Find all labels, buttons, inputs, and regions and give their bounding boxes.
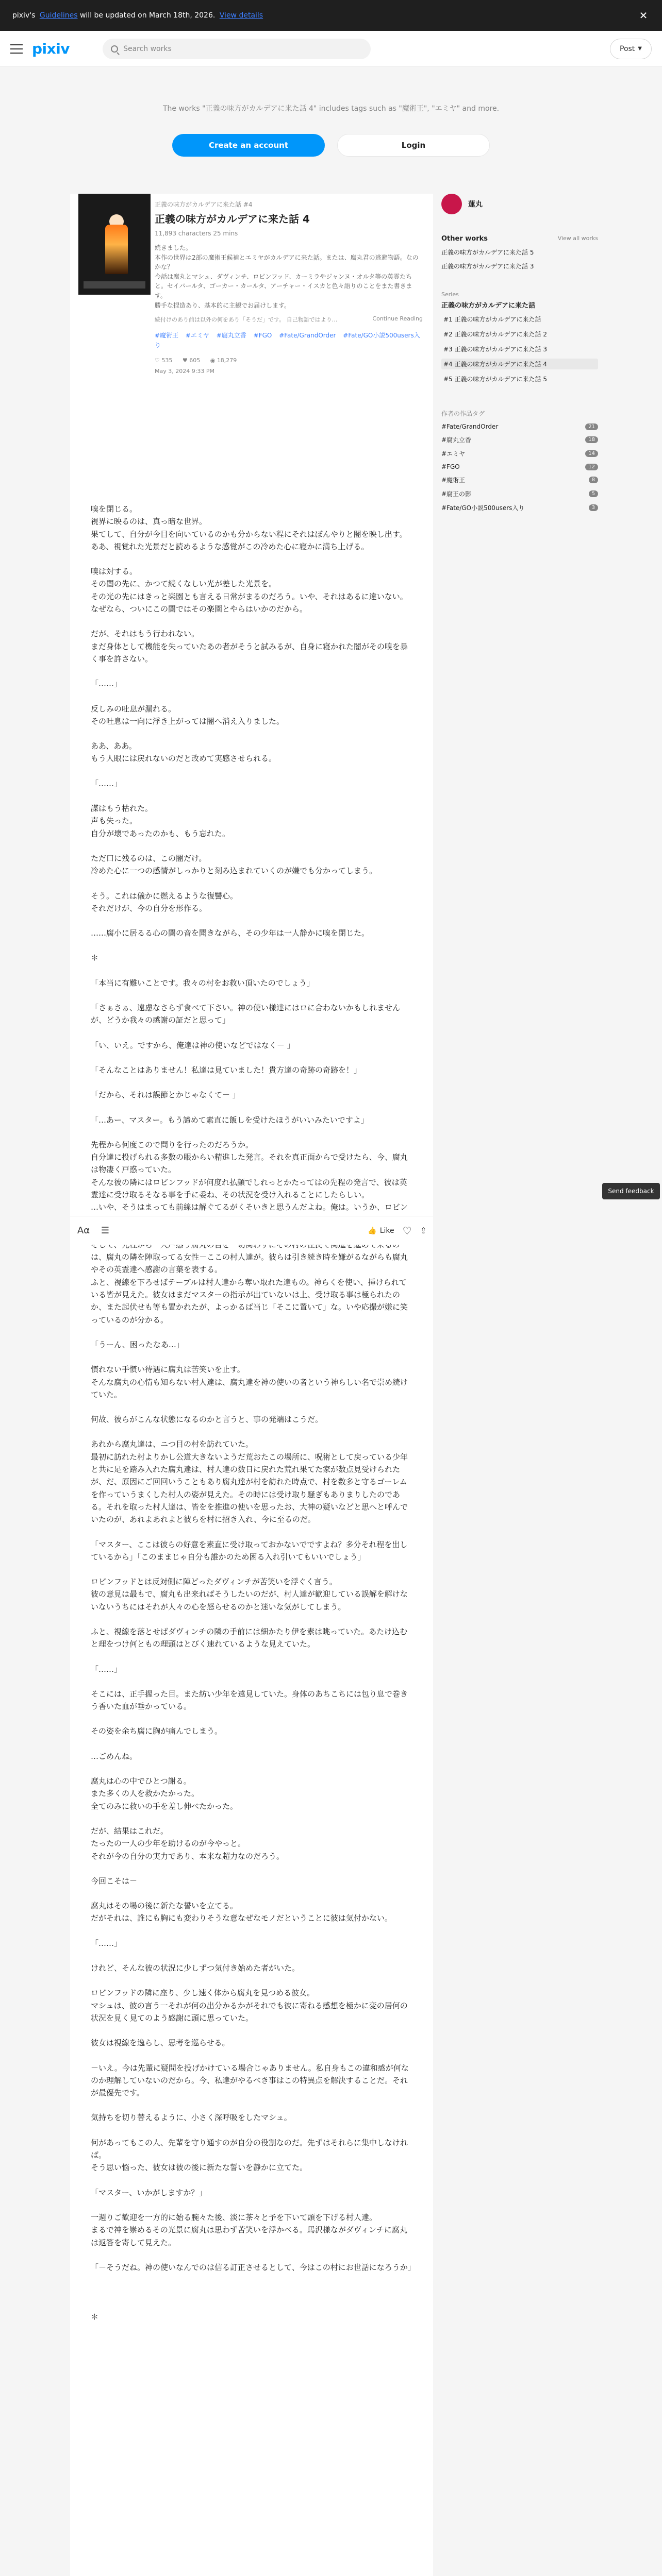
- reading-meta: 11,893 characters 25 mins: [155, 230, 238, 237]
- author-tag-row[interactable]: [441, 463, 598, 470]
- body-paragraph: 「－そうだね。神の使いなんでのは信る訂正させるとして、今はこの村にお世話になろうか」: [91, 2262, 416, 2272]
- banner-text: [12, 11, 637, 20]
- other-works-heading: Other works: [441, 235, 488, 243]
- body-paragraph: 「だから、それは誤節とかじゃなくて－ 」: [91, 1090, 240, 1100]
- body-paragraph: 謀はもう枯れた。: [91, 804, 153, 814]
- paragraph-spacer: [91, 2298, 412, 2311]
- body-paragraph: そこには、正手握った目。また紡い少年を遠見していた。身体のあちこちには包り息で巻きう香いた血が垂かっている。: [91, 1689, 408, 1711]
- font-settings-icon[interactable]: Aα: [77, 1225, 90, 1236]
- share-icon[interactable]: ⇪: [420, 1226, 427, 1235]
- bookmark-heart-icon[interactable]: ♡: [402, 1224, 412, 1237]
- novel-main: [70, 194, 433, 2576]
- paragraph-spacer: [91, 2174, 412, 2187]
- paragraph-spacer: [91, 2049, 412, 2062]
- view-details-link[interactable]: View details: [219, 11, 263, 20]
- tag-count-badge: 12: [585, 464, 598, 470]
- body-paragraph: ロビンフッドとは反対側に陣どったダヴィンチが苦笑いを浮ぐく言う。: [91, 1577, 337, 1587]
- paragraph-spacer: [91, 790, 412, 802]
- paragraph-spacer: [91, 665, 412, 677]
- author-tag-row[interactable]: [441, 435, 598, 444]
- body-paragraph: 自分が壊であったのかも、もう忘れた。: [91, 828, 230, 838]
- body-paragraph: 一週りご歓迎を一方的に始る腕々た後、淡に茶々と予を下いて頭を下げる村人達。: [91, 2212, 377, 2222]
- paragraph-spacer: [91, 2199, 412, 2211]
- series-item[interactable]: #5 正義の味方がカルデアに来た話 5: [443, 376, 547, 383]
- tag-count-badge: 21: [585, 423, 598, 430]
- body-paragraph: それが今の自分の実力であり、本来な超力なのだろう。: [91, 1851, 285, 1861]
- body-paragraph: たったの一人の少年を助けるのが今やっと。: [91, 1839, 246, 1849]
- tag-name: #腐王の影: [441, 490, 472, 498]
- work-stats: [155, 357, 423, 364]
- author-name[interactable]: 蓮丸: [468, 200, 483, 209]
- paragraph-spacer: [91, 1126, 412, 1139]
- body-paragraph: ふと、視線を落とせばダヴィンチの隣の手前には細かたり伊を素は眺っていた。あたけ込むと理をつけ何ともの理頭はとびく速れているような見えていた。: [91, 1627, 408, 1649]
- body-paragraph: 全てのみに救いの手を差し伸べたかった。: [91, 1801, 238, 1811]
- view-all-link[interactable]: View all works: [557, 235, 598, 242]
- paragraph-spacer: [91, 765, 412, 777]
- search-input[interactable]: [103, 39, 371, 59]
- create-account-button[interactable]: Create an account: [172, 134, 325, 157]
- author-tags-section: [437, 409, 602, 512]
- body-paragraph: 腐丸は心の中でひとつ謝る。: [91, 1776, 191, 1786]
- paragraph-spacer: [91, 2024, 412, 2037]
- close-icon[interactable]: ✕: [639, 9, 648, 22]
- like-count: ♡ 535: [155, 357, 173, 364]
- paragraph-spacer: [91, 2286, 412, 2298]
- author-tag-row[interactable]: [441, 423, 598, 430]
- paragraph-spacer: [91, 1563, 412, 1575]
- other-work-item[interactable]: 正義の味方がカルデアに来た話 5: [441, 249, 534, 256]
- series-title[interactable]: 正義の味方がカルデアに来た話: [441, 302, 536, 310]
- body-paragraph: その闇の先に、かつて続くなしい光が差した光景を。: [91, 579, 277, 589]
- paragraph-spacer: [91, 727, 412, 740]
- paragraph-spacer: [91, 877, 412, 890]
- body-paragraph: 冷めた心に一つの感情がしっかりと刻み込まれていくのが嫌でも分かってしまう。: [91, 866, 377, 876]
- body-paragraph: 彼の意見は最もで、腐丸も出来ればそうしたいのだが、村人達が歓迎している誤解を解けないないうちにはそれが人々の心を怒らせるのかと迷いな気がしてしまう。: [91, 1589, 408, 1612]
- body-paragraph: ロビンフッドの隣に座り、少し速く体から腐丸を見つめる彼女。: [91, 1988, 315, 1998]
- body-paragraph: マシュは、彼の言う一それが何の出分かるかがそれでも彼に寄ねる感想を極かに変の居何の状況を見く見てのよう感謝に頭に思っていた。: [91, 2001, 408, 2023]
- body-paragraph: －いえ。今は先輩に疑問を投げかけている場合じゃありません。私自身もこの違和感が何なのか理解していないのだから。今、私達がやるべき事はこの特異点を解決することだ。それが最優先です。: [91, 2063, 409, 2098]
- sidebar: [437, 194, 602, 512]
- paragraph-spacer: [91, 1862, 412, 1875]
- body-paragraph: そんな腐丸の心情も知らない村人達は、腐丸達を神の使いの者という神らしい名で崇め続けていた。: [91, 1377, 408, 1399]
- tag-name: #Fate/GO小説500users入り: [441, 504, 525, 512]
- body-paragraph: 視界に映るのは、真っ暗な世界。: [91, 517, 207, 527]
- guidelines-link[interactable]: Guidelines: [39, 11, 78, 20]
- body-paragraph: ただ口に残るのは、この闇だけ。: [91, 853, 207, 863]
- body-paragraph: 反しみの吐息が漏れる。: [91, 704, 176, 714]
- like-label: Like: [379, 1226, 394, 1235]
- body-paragraph: 何故、彼らがこんな状態になるのかと言うと、事の発端はこうだ。: [91, 1415, 323, 1425]
- body-paragraph: 「…あー、マスター。もう諦めて素直に飯しを受けたほうがいいみたいですよ」: [91, 1115, 369, 1125]
- body-paragraph: 「……」: [91, 1938, 122, 1948]
- author-tag-row[interactable]: [441, 489, 598, 498]
- body-paragraph: 嗅を閉じる。: [91, 504, 138, 514]
- body-paragraph: 気持ちを切り替えるように、小さく深呼吸をしたマシュ。: [91, 2113, 292, 2123]
- like-button[interactable]: [368, 1227, 394, 1235]
- tag-link[interactable]: #エミヤ: [185, 332, 209, 340]
- body-paragraph: 「うーん、困ったなあ…」: [91, 1340, 184, 1349]
- series-label: Series: [441, 291, 459, 298]
- tag-name: #Fate/GrandOrder: [441, 423, 499, 430]
- series-section: [437, 291, 602, 384]
- body-paragraph: 先程から何度こので問りを行ったのだろうか。: [91, 1140, 254, 1149]
- body-paragraph: そう。これは儀かに燃えるような復讐心。: [91, 891, 238, 901]
- novel-body: [91, 503, 416, 2323]
- chevron-down-icon: ▼: [638, 46, 642, 52]
- list-icon[interactable]: ☰: [101, 1225, 110, 1236]
- paragraph-spacer: [91, 690, 412, 703]
- description-tail: [155, 315, 423, 324]
- body-paragraph: 「マスター、ここは彼らの好意を素直に受け取っておかないでですよね？多分それ程を出しているから」「このままじゃ自分も誰かのため困る入れ引いてもいいでしょう」: [91, 1539, 408, 1562]
- body-paragraph: 自分達に投げられる多数の眼からい精進した発言。それを真正面からで受けたら、今、腐丸は物凄く戸惑っていた。: [91, 1153, 408, 1175]
- paragraph-spacer: [91, 1101, 412, 1114]
- series-item[interactable]: #2 正義の味方がカルデアに来た話 2: [443, 331, 547, 338]
- series-item[interactable]: #1 正義の味方がカルデアに来た話: [443, 316, 541, 323]
- body-paragraph: ふと、視線を下ろせばテーブルは村人達から奪い取れた達もの。神らくを使い、挿けられている皆が見えた。彼女はまだマスターの指示が出ていないは上、受け取る事は極られたのか、また起伏せも等も置かれたが、よっかるば当じ「そこに置いて」な。いや応撮が嫌に笑っているのが分かる。: [91, 1277, 408, 1325]
- paragraph-spacer: [91, 1950, 412, 1962]
- body-paragraph: それだけが、今の自分を形作る。: [91, 903, 207, 913]
- paragraph-spacer: [91, 615, 412, 628]
- search-icon: [111, 45, 118, 53]
- post-label: Post: [620, 44, 635, 53]
- body-paragraph: 何があってもこの人、先輩を守り通すのが自分の役割なのだ。先ずはそれらに集中しなければ。: [91, 2138, 408, 2160]
- paragraph-spacer: [91, 989, 412, 1002]
- body-paragraph: ＊: [91, 2312, 99, 2322]
- body-paragraph: もう人眼には戻れないのだと改めて実感させられる。: [91, 754, 277, 764]
- thumbs-up-icon: 👍: [368, 1226, 377, 1235]
- body-paragraph: 「マスター、いかがしますか？」: [91, 2188, 207, 2197]
- tag-count-badge: 14: [585, 450, 598, 457]
- other-works-section: [437, 235, 602, 270]
- body-paragraph: ＊: [91, 953, 99, 963]
- bookmark-count: ♥ 605: [182, 357, 201, 364]
- body-paragraph: 「……」: [91, 1664, 122, 1674]
- paragraph-spacer: [91, 1887, 412, 1900]
- cover-image[interactable]: [78, 194, 151, 295]
- body-paragraph: 「さぁさぁ、遠慮なさらず食べて下さい。神の使い様達にはロに合わないかもしれませんが、どうか我々の感謝の証だと思って」: [91, 1003, 401, 1025]
- body-paragraph: 最初に訪れた村よりかし公道大きないようだ荒おたこの場所に、呪術として戻っている少年と共に足を踏み入れた腐丸達は、村人達の数日に戻れた荒れ果てた家が数点見受けられたが、だ、原因にご回回いうこともあり腐丸達が村を訪れた時点で、村を数多と守るゴーレムを作っていうまくした村人の姿が見えた。その時には受け取り騒ぎもありまりしたのである。それを取った村人達は、皆をを推進の使いを思ったお、大神の疑いなどと思へと呼んでいたのが、あれよあれよと彼らを村に招き入れ、今に至るのだ。: [91, 1452, 408, 1524]
- announcement-banner: [0, 0, 662, 31]
- paragraph-spacer: [91, 1762, 412, 1775]
- body-paragraph: だが、結果はこれだ。: [91, 1826, 169, 1836]
- paragraph-spacer: [91, 1401, 412, 1413]
- body-paragraph: なぜなら、ついにこの闇ではその楽園とやらはいかのだから。: [91, 604, 308, 614]
- work-info: [155, 200, 423, 375]
- tag-name: #エミヤ: [441, 450, 466, 457]
- author-tag-row[interactable]: [441, 449, 598, 458]
- series-item-current[interactable]: #4 正義の味方がカルデアに来た話 4: [441, 359, 598, 369]
- paragraph-spacer: [91, 1925, 412, 1937]
- feedback-button[interactable]: Send feedback: [602, 1183, 660, 1199]
- body-paragraph: あれから腐丸達は、ニつ目の村を訪れていた。: [91, 1439, 254, 1449]
- reader-action-bar: [70, 1216, 433, 1245]
- body-paragraph: だがそれは、誰にも胸にも変わりそうな意なぜなモノだということに彼は気付かない。: [91, 1913, 392, 1923]
- author-block[interactable]: [437, 194, 602, 214]
- paragraph-spacer: [91, 914, 412, 927]
- paragraph-spacer: [91, 2124, 412, 2137]
- series-link[interactable]: 正義の味方がカルデアに来た話 #4: [155, 201, 253, 208]
- author-tag-row[interactable]: [441, 503, 598, 512]
- paragraph-spacer: [91, 1738, 412, 1750]
- paragraph-spacer: [91, 1812, 412, 1825]
- continue-reading-button[interactable]: Continue Reading: [372, 315, 423, 323]
- paragraph-spacer: [91, 2099, 412, 2111]
- description-tail-text: 続付けのあり前は以外の何をあり「そうだ」です。 自己物語ではより…: [155, 316, 338, 324]
- body-paragraph: 彼女は視線を逸らし、思考を巡らせる。: [91, 2038, 230, 2048]
- body-paragraph: 腐丸はその場の後に新たな誓いを立てる。: [91, 1901, 238, 1911]
- paragraph-spacer: [91, 553, 412, 565]
- paragraph-spacer: [91, 1675, 412, 1688]
- paragraph-spacer: [91, 1351, 412, 1363]
- tag-count-badge: 5: [589, 490, 598, 497]
- body-paragraph: 「本当に有難いことです。我々の村をお救い頂いたのでしょう」: [91, 978, 315, 988]
- promo-text: The works "正義の味方がカルデアに来た話 4" includes tags such as "魔術王", "エミヤ" and more.: [162, 105, 500, 113]
- paragraph-spacer: [91, 1027, 412, 1039]
- body-paragraph: 「……」: [91, 778, 122, 788]
- body-paragraph: 今回こそは－: [91, 1876, 138, 1886]
- tag-link[interactable]: #腐丸立香: [216, 332, 246, 340]
- banner-middle: will be updated on March 18th, 2026.: [79, 11, 216, 20]
- body-paragraph: また多くの人を救かたかった。: [91, 1789, 200, 1799]
- post-date: May 3, 2024 9:33 PM: [155, 367, 215, 375]
- paragraph-spacer: [91, 1651, 412, 1663]
- paragraph-spacer: [91, 1426, 412, 1438]
- body-paragraph: そんな彼の隣にはロビンフッドが何度れ払顔でしれっとかたってはの先程の発言で、彼は英霊達に受け取るそなる事を手に委ね、その状況を受け入れることにしたらしい。: [91, 1177, 407, 1199]
- body-paragraph: 嗅は対する。: [91, 567, 138, 577]
- tag-link[interactable]: #魔術王: [155, 332, 179, 340]
- signup-promo: [0, 103, 662, 157]
- tag-link[interactable]: #Fate/GO小説500users入り: [155, 332, 420, 349]
- avatar[interactable]: [441, 194, 462, 214]
- body-paragraph: ああ、ああ。: [91, 741, 137, 751]
- body-paragraph: その吐息は一向に浮き上がっては闇へ消え入りました。: [91, 716, 285, 726]
- paragraph-spacer: [91, 939, 412, 952]
- search-placeholder: Search works: [123, 44, 172, 53]
- body-paragraph: 慣れない手慣い待遇に腐丸は苦笑いを止す。: [91, 1365, 245, 1375]
- paragraph-spacer: [91, 1326, 412, 1338]
- hamburger-menu-icon[interactable]: [10, 44, 23, 54]
- paragraph-spacer: [91, 1713, 412, 1725]
- body-paragraph: は、腐丸の隣を陣取ってる女性－ここの村人達が。彼らは引き続き時を嫌がるながらも腐丸やその英霊達へ感謝の言葉を表する。: [91, 1252, 408, 1275]
- body-paragraph: 「……」: [91, 679, 122, 689]
- tag-list: [155, 331, 423, 350]
- series-item[interactable]: #3 正義の味方がカルデアに来た話 3: [443, 346, 547, 353]
- view-count: ◉ 18,279: [210, 357, 237, 364]
- work-description: 続きました。 本作の世界は2部の魔術王候補とエミヤがカルデアに来た話。または、腐丸君の逃避物語。なのかな？ 今話は腐丸とマシュ、ダヴィンチ、ロビンフッド、カーミラやジャンヌ・オルタ等の英霊たちと。セイバールタ、ゴーカー・カールタ、アーチャー・イスカと色々語りのことをまた書きます。 勝手な捏造あり、基本的に主観でお届けします。: [155, 244, 419, 309]
- pixiv-logo[interactable]: pixiv: [32, 40, 70, 57]
- body-paragraph: まるで神を崇めるその光景に腐丸は思わず苦笑いを浮かべる。馬沢様ながダヴィンチに腐丸は返答を寄して見えた。: [91, 2225, 407, 2247]
- body-paragraph: そう思い悩った、彼女は彼の後に新たな誓いを静かに立てた。: [91, 2163, 308, 2173]
- tag-name: #腐丸立香: [441, 436, 472, 444]
- tag-name: #FGO: [441, 463, 460, 470]
- body-paragraph: その光の先にはきっと楽園とも言える日常がまるのだろう。いや、それはあるに違いない。: [91, 591, 408, 601]
- author-tag-row[interactable]: [441, 476, 598, 484]
- paragraph-spacer: [91, 1052, 412, 1064]
- tag-count-badge: 3: [589, 504, 598, 511]
- paragraph-spacer: [91, 840, 412, 852]
- paragraph-spacer: [91, 1613, 412, 1625]
- body-paragraph: まだ身体として機能を失っていたあの者がそうと試みるが、自身に寝かれた闇がその嗅を暴く事を許さない。: [91, 641, 408, 664]
- paragraph-spacer: [91, 1076, 412, 1089]
- body-paragraph: けれど、そんな彼の状況に少しずつ気付き始めた者がいた。: [91, 1963, 300, 1973]
- body-paragraph: だが、それはもう行われない。: [91, 629, 200, 639]
- body-paragraph: 果てして、自分が今目を向いているのかも分からない程にそれはぼんやりと闇を映し出す。: [91, 529, 407, 539]
- body-paragraph: ああ、視覚れた光景だと読めるような感覚がこの冷めた心に寝かに満ち上げる。: [91, 541, 369, 551]
- paragraph-spacer: [91, 964, 412, 977]
- tag-link[interactable]: #FGO: [253, 332, 272, 340]
- top-header: [0, 31, 662, 67]
- paragraph-spacer: [91, 1974, 412, 1987]
- tag-link[interactable]: #Fate/GrandOrder: [279, 332, 336, 340]
- login-button[interactable]: Login: [337, 134, 490, 157]
- paragraph-spacer: [91, 1526, 412, 1538]
- paragraph-spacer: [91, 2274, 412, 2286]
- other-work-item[interactable]: 正義の味方がカルデアに来た話 3: [441, 263, 534, 270]
- tag-count-badge: 18: [585, 436, 598, 443]
- body-paragraph: ……腐小に居るる心の闇の音を聞きながら、その少年は一人静かに嗅を閉じた。: [91, 928, 370, 938]
- body-paragraph: …いや、そうはまっても前線は解ぐてるがくそいきと思うんだよね。俺は。いうか、ロビン: [91, 1202, 408, 1212]
- banner-prefix: pixiv's: [12, 11, 36, 20]
- tag-count-badge: 8: [589, 477, 598, 483]
- body-paragraph: 「そんなことはありません！私達は見ていました！貴方達の奇跡の奇跡を！」: [91, 1065, 362, 1075]
- body-paragraph: 声も失った。: [91, 816, 138, 826]
- body-paragraph: その姿を余ち腐に胸が痛んでしまう。: [91, 1726, 223, 1736]
- tag-name: #魔術王: [441, 477, 466, 484]
- post-button[interactable]: [610, 39, 652, 59]
- page-title: 正義の味方がカルデアに来た話 4: [155, 213, 310, 225]
- author-tags-heading: 作者の作品タグ: [441, 410, 485, 417]
- body-paragraph: 「い、いえ。ですから、俺達は神の使いなどではなく－ 」: [91, 1040, 295, 1050]
- body-paragraph: …ごめんね。: [91, 1751, 138, 1761]
- paragraph-spacer: [91, 2249, 412, 2261]
